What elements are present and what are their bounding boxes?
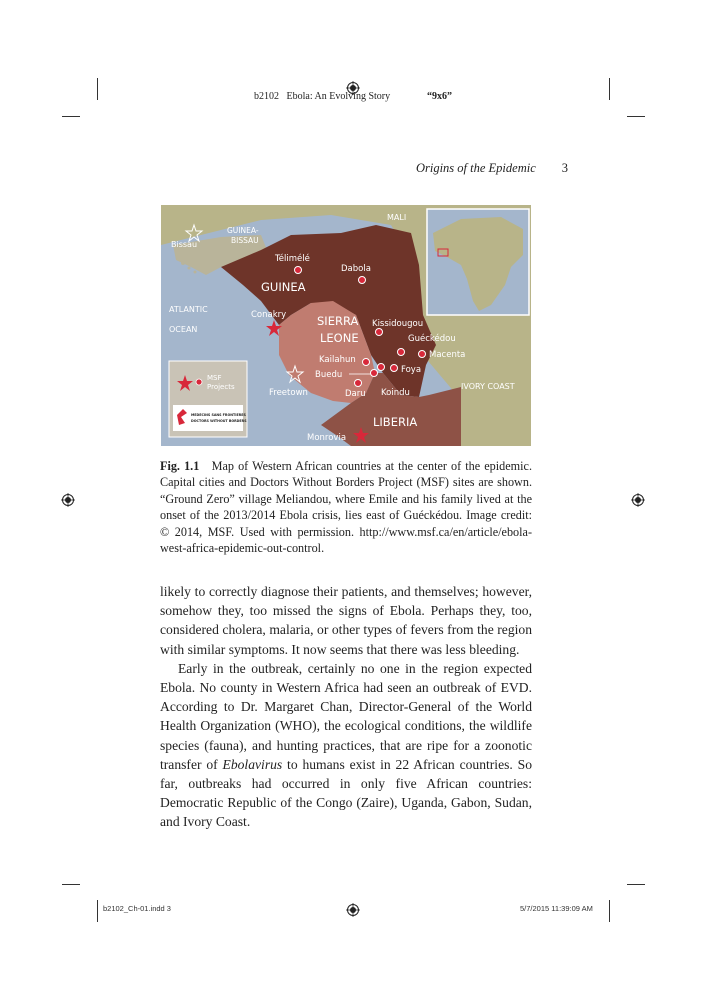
running-head <box>160 161 568 176</box>
slug-line <box>254 91 390 102</box>
slug-book-title: Ebola: An Evolving Story <box>286 91 391 102</box>
paragraph-2-italic: Ebolavirus <box>222 756 283 772</box>
footer-file-name: b2102_Ch-01.indd 3 <box>103 904 171 913</box>
legend-label-line1: MSF <box>207 374 222 382</box>
body-text <box>160 582 532 832</box>
label-kissidougou: Kissidougou <box>372 319 424 329</box>
paragraph-2 <box>160 659 532 832</box>
legend-circle-icon <box>196 379 202 385</box>
registration-mark-right-icon <box>631 493 645 507</box>
africa-inset-map <box>427 209 529 315</box>
crop-mark-tr-v <box>609 78 610 100</box>
slug-trim: “9x6” <box>427 91 452 102</box>
label-kailahun: Kailahun <box>319 355 356 365</box>
msf-logo-line1: MEDECINS SANS FRONTIERES <box>191 413 246 417</box>
crop-mark-br-h <box>627 884 645 885</box>
telimele-marker-icon <box>295 267 302 274</box>
figure-label: Fig. 1.1 <box>160 459 200 473</box>
crop-mark-bl-v <box>97 900 98 922</box>
label-bissau: Bissau <box>171 240 198 249</box>
label-guinea-bissau-1: GUINEA- <box>227 226 259 235</box>
label-macenta: Macenta <box>429 350 466 360</box>
label-freetown: Freetown <box>269 388 308 398</box>
label-conakry: Conakry <box>251 310 287 320</box>
crop-mark-tl-v <box>97 78 98 100</box>
label-liberia: LIBERIA <box>373 415 418 429</box>
label-buedu: Buedu <box>315 370 343 380</box>
label-monrovia: Monrovia <box>307 433 347 443</box>
paragraph-2-text-a: Early in the outbreak, certainly no one in the region expected Ebola. No county in Western Africa had seen an outbreak of EVD. According to Dr. Margaret Chan, Director-General of the World Health Organization (WHO), the ecological conditions, the wildlife species (fauna), and hunting practices, that are ripe for a zoonotic transfer of <box>160 660 532 772</box>
msf-logo-line2: DOCTORS WITHOUT BORDERS <box>191 419 247 423</box>
macenta-marker-icon <box>419 351 426 358</box>
label-leone: LEONE <box>320 331 359 345</box>
label-telimele: Télimélé <box>275 254 310 264</box>
label-mali: MALI <box>387 213 407 222</box>
gueckedou-marker-icon <box>398 349 405 356</box>
crop-mark-bl-h <box>62 884 80 885</box>
dabola-marker-icon <box>359 277 366 284</box>
page-number: 3 <box>561 161 568 175</box>
paragraph-2-text-b: to humans exist in 22 African countries. So far, outbreaks had occurred in only five African countries: Democratic Republic of the Congo (Zaire), Uganda, Gabon, Sudan, and Ivory Coast. <box>160 756 532 830</box>
label-dabola: Dabola <box>341 264 371 274</box>
label-atlantic: ATLANTIC <box>169 305 208 314</box>
figure-caption-text: Map of Western African countries at the center of the epidemic. Capital cities and Doctors Without Borders Project (MSF) sites are shown. “Ground Zero” village Meliandou, where Emile and his family lived at the onset of the 2013/2014 Ebola crisis, lies east of Guéckédou. Image credit: © 2014, MSF. Used with permission. http://www.msf.ca/en/article/ebola-west-africa-epidemic-out-control. <box>160 459 532 556</box>
slug-book-code: b2102 <box>254 91 279 102</box>
registration-mark-bottom-icon <box>346 903 360 917</box>
label-guinea-bissau-2: BISSAU <box>231 236 259 245</box>
label-gueckedou: Guéckédou <box>408 334 456 344</box>
kailahun-marker-icon <box>363 359 370 366</box>
kissidougou-marker-icon <box>376 329 383 336</box>
legend-label-line2: Projects <box>207 383 235 391</box>
figure-caption <box>160 458 532 556</box>
foya-marker-icon <box>391 365 398 372</box>
label-ocean: OCEAN <box>169 325 198 334</box>
crop-mark-tl-h <box>62 116 80 117</box>
daru-marker-icon <box>355 380 362 387</box>
ebola-region-map <box>161 205 531 446</box>
label-guinea: GUINEA <box>261 280 306 294</box>
legend-box <box>169 361 247 437</box>
label-koindu: Koindu <box>381 388 410 398</box>
footer-timestamp: 5/7/2015 11:39:09 AM <box>520 904 593 913</box>
koindu-marker-icon <box>378 364 385 371</box>
paragraph-1: likely to correctly diagnose their patients, and themselves; however, somehow they, too missed the signs of Ebola. Perhaps they, too, considered cholera, malaria, or other types of fevers from the region with similar symptoms. It now seems that there was less bleeding. <box>160 584 532 657</box>
crop-mark-tr-h <box>627 116 645 117</box>
crop-mark-br-v <box>609 900 610 922</box>
label-sierra: SIERRA <box>317 314 359 328</box>
label-foya: Foya <box>401 365 422 375</box>
buedu-marker-icon <box>371 370 378 377</box>
running-head-title: Origins of the Epidemic <box>415 161 536 175</box>
label-ivory-coast: IVORY COAST <box>461 382 515 391</box>
registration-mark-left-icon <box>61 493 75 507</box>
label-daru: Daru <box>345 389 366 399</box>
